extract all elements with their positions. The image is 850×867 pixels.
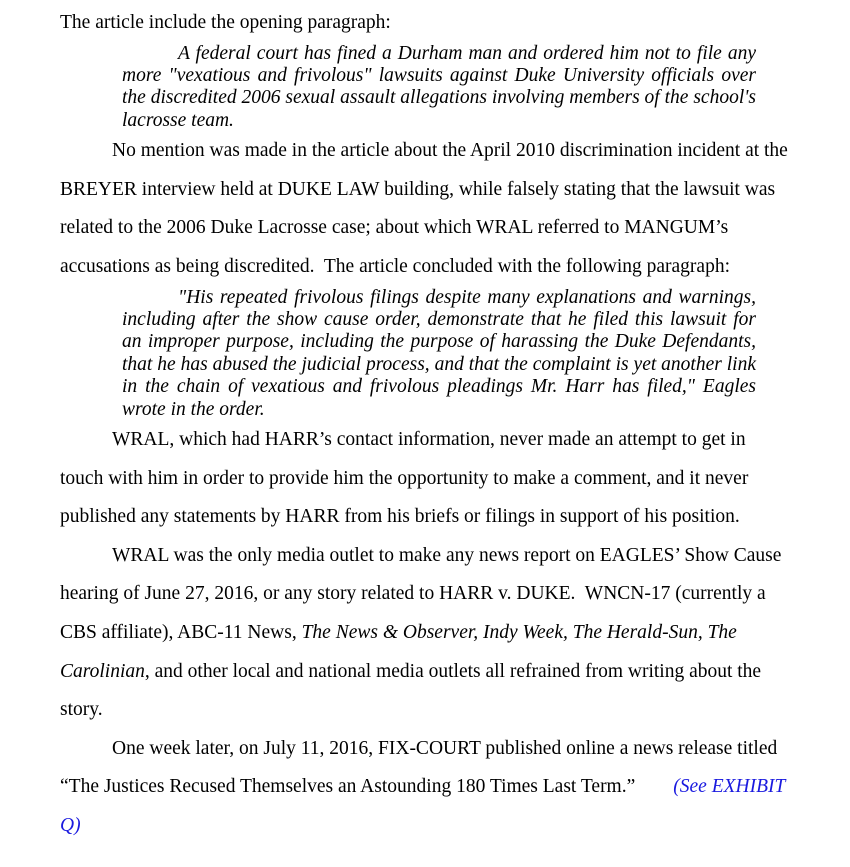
blockquote-eagles-ruling: "His repeated frivolous filings despite many explanations and warnings, including after the show cause order, demonstrate that he filed this lawsuit for an improper purpose, including the purpose of harassing the Duke Defendants, that he has abused the judicial process, and that the complaint is yet another link in the chain of vexatious and frivolous pleadings Mr. Harr has filed," Eagles wrote in the order. — [122, 286, 761, 420]
exhibit-q-citation[interactable]: (See EXHIBIT Q) — [60, 776, 790, 836]
media-outlets-text-end: , and other local and national media outlets all refrained from writing about the story. — [60, 660, 766, 721]
paragraph-fix-court — [60, 730, 790, 846]
blockquote-article-opening: A federal court has fined a Durham man and ordered him not to file any more "vexatious and frivolous" lawsuits against Duke University officials over the discredited 2006 sexual assault allegations involving members of the school's lacrosse team. — [122, 42, 761, 131]
paragraph-wral-contact: WRAL, which had HARR’s contact information, never made an attempt to get in touch with him in order to provide him the opportunity to make a comment, and it never published any statements by HARR from his briefs or filings in support of his position. — [60, 429, 754, 528]
fix-court-text: One week later, on July 11, 2016, FIX-COURT published online a news release titled “The Justices Recused Themselves an Astounding 180 Times Last Term.” — [60, 737, 783, 798]
media-outlets-publication-names: The News & Observer, Indy Week, The Herald-Sun, The Carolinian — [60, 622, 742, 682]
paragraph-media-outlets — [60, 537, 790, 730]
paragraph-intro: The article include the opening paragraph: — [60, 12, 391, 33]
media-outlets-text-start: WRAL was the only media outlet to make any news report on EAGLES’ Show Cause hearing of June 27, 2016, or any story related to HARR v. DUKE. WNCN-17 (currently a CBS affiliate), ABC-11 News, — [60, 544, 787, 643]
paragraph-no-mention: No mention was made in the article about the April 2010 discrimination incident at the BREYER interview held at DUKE LAW building, while falsely stating that the lawsuit was related to the 2006 Duke Lacrosse case; about which WRAL referred to MANGUM’s accusations as being discredited. The article concluded with the following paragraph: — [60, 140, 793, 277]
